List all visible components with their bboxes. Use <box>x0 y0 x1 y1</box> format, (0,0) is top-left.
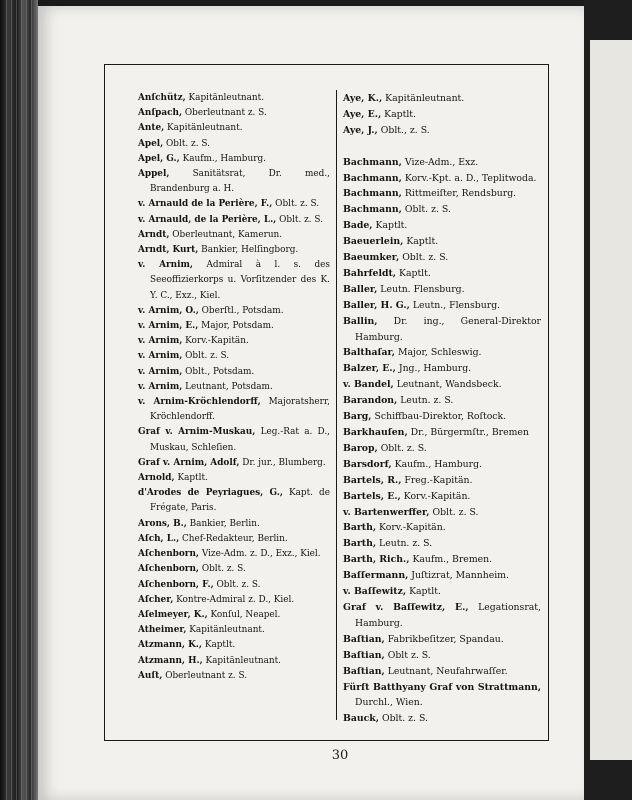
entry-name: v. Arnim, <box>138 381 183 392</box>
directory-entry <box>343 632 541 648</box>
entry-description: Kapitänleutnant. <box>188 93 265 103</box>
entry-description: Vize-Adm., Exz. <box>404 156 479 168</box>
page-number: 30 <box>331 748 349 763</box>
entry-name: Auſt, <box>138 670 163 681</box>
directory-entry <box>343 457 541 473</box>
entry-description: Leutnant, Potsdam. <box>185 381 273 392</box>
directory-entry <box>138 608 330 623</box>
entry-name: Bachmann, <box>343 156 402 168</box>
entry-name: v. Arnim-Kröchlendorff, <box>138 397 261 408</box>
entry-name: Aſelmeyer, K., <box>138 609 208 620</box>
entry-name: Aſch, L., <box>138 533 180 544</box>
entry-name: Aſchenborn, F., <box>138 579 214 590</box>
directory-entry <box>138 486 330 516</box>
entry-name: Ante, <box>138 123 165 134</box>
entry-description: Rittmeiſter, Rendsburg. <box>404 188 517 200</box>
entry-name: v. Bandel, <box>343 379 394 391</box>
entry-name: Barth, <box>343 538 377 550</box>
directory-entry <box>343 568 541 584</box>
entry-description: Leutn. z. S. <box>379 538 433 550</box>
entry-description: Jng., Hamburg. <box>398 363 472 375</box>
entry-description: Kaufm., Hamburg. <box>394 458 482 470</box>
entry-name: Balzer, E., <box>343 363 396 375</box>
entry-name: Barg, <box>343 411 372 423</box>
directory-entry <box>343 489 541 505</box>
directory-entry <box>138 91 330 106</box>
entry-name: Fürſt Batthyany Graf von Strattmann, <box>343 681 541 693</box>
entry-description: Chef-Redakteur, Berlin. <box>182 533 288 544</box>
entry-name: Baſtian, <box>343 633 385 645</box>
directory-entry <box>343 250 541 266</box>
directory-entry <box>343 345 541 361</box>
entry-name: Aſchenborn, <box>138 549 200 560</box>
entry-description: Legationsrat, Hamburg. <box>355 601 541 629</box>
column-divider <box>336 90 337 720</box>
entry-description: Sanitätsrat, Dr. med., Brandenburg a. H. <box>150 169 330 195</box>
entry-name: Baſſermann, <box>343 570 409 582</box>
entry-description: Konſul, Neapel. <box>210 609 281 620</box>
entry-description: Oblt. z. S. <box>279 214 324 225</box>
entry-description: Kapitänleutnant. <box>385 93 465 104</box>
directory-entry <box>138 593 330 608</box>
directory-entry <box>343 282 541 298</box>
directory-entry <box>138 106 330 121</box>
entry-name: Bade, <box>343 220 373 232</box>
directory-entry <box>343 123 541 139</box>
entry-name: Bachmann, <box>343 188 402 200</box>
entry-description: Oblt. z. S. <box>201 564 246 575</box>
entry-description: Durchl., Wien. <box>355 697 423 709</box>
directory-entry <box>138 395 330 425</box>
entry-name: Graf v. Arnim, Adolf, <box>138 457 240 468</box>
entry-description: Dr. jur., Blumberg. <box>242 457 326 468</box>
entry-description: Kapt. de Frégate, Paris. <box>150 488 330 514</box>
entry-description: Leutn. Flensburg. <box>380 283 465 295</box>
entry-name: Aſchenborn, <box>138 564 200 575</box>
entry-name: v. Bartenwerffer, <box>343 506 430 518</box>
entry-name: Bachmann, <box>343 172 402 184</box>
entry-description: Oblt z. S. <box>387 649 431 661</box>
entry-name: v. Arnim, <box>138 336 183 347</box>
entry-description: Bankier, Helſingborg. <box>201 245 299 256</box>
entry-name: Anſpach, <box>138 108 183 119</box>
directory-entry <box>343 584 541 600</box>
entry-name: Aye, E., <box>343 108 382 120</box>
page-edges <box>6 0 32 800</box>
directory-entry <box>343 393 541 409</box>
entry-description: Kaufm., Bremen. <box>412 554 493 566</box>
entry-name: Bauck, <box>343 713 379 725</box>
entry-description: Majoratsherr, Kröchlendorff. <box>150 397 331 423</box>
entry-name: v. Arnim, <box>138 260 193 271</box>
entry-description: Korv.-Kapitän. <box>185 336 249 347</box>
entry-description: Fabrikbeſitzer, Spandau. <box>387 633 504 645</box>
directory-entry <box>138 578 330 593</box>
entry-name: v. Arnim, E., <box>138 321 199 332</box>
entry-description: Freg.-Kapitän. <box>404 474 473 486</box>
entry-description: Leg.-Rat a. D., Muskau, Schleſien. <box>150 427 330 453</box>
directory-entry <box>343 425 541 441</box>
directory-entry <box>138 334 330 349</box>
entry-name: Atzmann, K., <box>138 640 202 651</box>
entry-description: Juſtizrat, Mannheim. <box>411 570 509 582</box>
entry-name: Arndt, <box>138 229 170 240</box>
entry-name: Baeumker, <box>343 252 400 264</box>
directory-entry <box>343 377 541 393</box>
entry-name: Apel, <box>138 138 164 149</box>
directory-entry <box>138 349 330 364</box>
entry-name: Bahrfeldt, <box>343 267 397 279</box>
entry-description: Oberleutnant z. S. <box>184 108 267 119</box>
directory-entry <box>138 319 330 334</box>
entry-name: Arnold, <box>138 473 175 484</box>
entry-name: Baller, H. G., <box>343 299 410 311</box>
entry-description: Leutn., Flensburg. <box>412 299 501 311</box>
entry-description: Korv.-Kpt. a. D., Teplitwoda. <box>404 172 537 184</box>
directory-entry <box>343 536 541 552</box>
directory-entry <box>343 648 541 664</box>
directory-entry <box>343 505 541 521</box>
entry-description: Oblt. z. S. <box>404 204 451 216</box>
directory-entry <box>138 425 330 455</box>
entry-description: Kaptlt. <box>399 267 431 279</box>
directory-entry <box>138 532 330 547</box>
entry-description: Oberleutnant z. S. <box>165 670 248 681</box>
entry-name: Aye, K., <box>343 93 383 104</box>
directory-entry <box>343 91 541 107</box>
entry-description: Kontre-Admiral z. D., Kiel. <box>176 594 295 605</box>
entry-name: Atzmann, H., <box>138 655 203 666</box>
entry-name: v. Baſſewitz, <box>343 586 407 598</box>
entry-description: Oberſtl., Potsdam. <box>201 305 284 316</box>
entry-name: Arndt, Kurt, <box>138 245 199 256</box>
entry-name: Balthaſar, <box>343 347 395 359</box>
entry-name: Barkhauſen, <box>343 427 408 439</box>
directory-entry <box>343 361 541 377</box>
entry-description: Kaptlt. <box>177 473 208 484</box>
entry-description: Korv.-Kapitän. <box>379 522 446 534</box>
entry-description: Dr. ing., General-Direktor Hamburg. <box>355 315 541 343</box>
entry-description: Major, Potsdam. <box>201 321 274 332</box>
directory-entry <box>343 473 541 489</box>
entry-name: Ballin, <box>343 315 378 327</box>
entry-description: Oblt. z. S. <box>216 579 261 590</box>
entry-description: Kaptlt. <box>375 220 408 232</box>
entry-description: Kaptlt. <box>406 236 439 248</box>
directory-entry <box>138 137 330 152</box>
directory-entry <box>343 202 541 218</box>
entry-description: Leutn. z. S. <box>400 395 454 407</box>
entry-name: Bartels, R., <box>343 474 402 486</box>
entry-name: Baſtian, <box>343 665 385 677</box>
entry-name: Aſcher, <box>138 594 174 605</box>
directory-entry <box>343 107 541 123</box>
entry-name: Baller, <box>343 283 378 295</box>
directory-entry <box>138 304 330 319</box>
directory-entry <box>343 218 541 234</box>
entry-description: Kapitänleutnant. <box>189 625 265 636</box>
directory-entry <box>138 456 330 471</box>
entry-name: Baſtian, <box>343 649 385 661</box>
directory-entry <box>343 298 541 314</box>
entry-description: Leutnant, Wandsbeck. <box>396 379 502 391</box>
directory-entry <box>138 517 330 532</box>
entry-name: Apel, G., <box>138 153 180 164</box>
entry-description: Kaptlt. <box>204 640 236 651</box>
directory-entry <box>343 155 541 171</box>
entry-name: Barsdorf, <box>343 458 392 470</box>
entry-description: Oblt. z. S. <box>381 713 428 725</box>
directory-entry <box>343 234 541 250</box>
directory-entry <box>138 365 330 380</box>
directory-entry <box>343 314 541 346</box>
book-binding <box>0 0 38 800</box>
entry-name: d'Arodes de Peyriagues, G., <box>138 488 283 499</box>
directory-entry <box>138 562 330 577</box>
entry-name: Bachmann, <box>343 204 402 216</box>
directory-entry <box>138 243 330 258</box>
directory-entry <box>343 186 541 202</box>
directory-entry <box>343 520 541 536</box>
directory-entry <box>138 547 330 562</box>
entry-name: Atheimer, <box>138 625 187 636</box>
entry-name: Anſchütz, <box>138 93 186 103</box>
right-column <box>343 91 541 727</box>
entry-description: Kapitänleutnant. <box>205 655 281 666</box>
entry-description: Kaufm., Hamburg. <box>182 153 266 164</box>
entry-name: Bartels, E., <box>343 490 401 502</box>
entry-description: Oblt. z. S. <box>380 442 427 454</box>
directory-entry <box>343 266 541 282</box>
entry-description: Admiral à l. s. des Seeoffizierkorps u. Vorſitzender des K. Y. C., Exz., Kiel. <box>150 260 330 301</box>
facing-page-edge <box>584 0 632 800</box>
entry-description: Oblt., z. S. <box>380 124 430 136</box>
directory-entry <box>138 121 330 136</box>
entry-name: v. Arnauld, de la Perière, L., <box>138 214 277 225</box>
directory-entry <box>138 638 330 653</box>
entry-description: Oblt., Potsdam. <box>185 366 255 377</box>
left-column <box>138 91 330 684</box>
entry-description: Korv.-Kapitän. <box>403 490 471 502</box>
directory-entry <box>343 552 541 568</box>
entry-name: Arons, B., <box>138 518 187 529</box>
entry-name: Barandon, <box>343 395 398 407</box>
entry-name: v. Arnim, <box>138 366 183 377</box>
entry-name: v. Arnim, <box>138 351 183 362</box>
entry-name: v. Arnauld de la Perière, F., <box>138 199 273 210</box>
directory-entry <box>138 197 330 212</box>
entry-description: Oblt. z. S. <box>275 199 320 210</box>
entry-name: v. Arnim, O., <box>138 305 199 316</box>
facing-page-paper <box>590 40 632 760</box>
entry-name: Baeuerlein, <box>343 236 404 248</box>
entry-name: Aye, J., <box>343 124 378 136</box>
entry-description: Oblt. z. S. <box>185 351 230 362</box>
entry-description: Oblt. z. S. <box>166 138 210 149</box>
entry-description: Oblt. z. S. <box>432 506 479 518</box>
entry-description: Oblt. z. S. <box>402 252 449 264</box>
entry-description: Bankier, Berlin. <box>189 518 260 529</box>
entry-description: Major, Schleswig. <box>397 347 482 359</box>
entry-description: Leutnant, Neufahrwaſſer. <box>387 665 508 677</box>
entry-description: Kapitänleutnant. <box>167 123 243 134</box>
directory-entry <box>138 228 330 243</box>
directory-entry <box>138 654 330 669</box>
directory-entry <box>343 664 541 680</box>
entry-description: Vize-Adm. z. D., Exz., Kiel. <box>201 549 321 560</box>
directory-entry <box>138 167 330 197</box>
directory-entry <box>138 623 330 638</box>
entry-description: Schiffbau-Direktor, Roſtock. <box>374 411 507 423</box>
directory-entry <box>138 380 330 395</box>
directory-entry <box>343 441 541 457</box>
entry-description: Kaptlt. <box>409 586 441 598</box>
entry-name: Barth, Rich., <box>343 554 410 566</box>
entry-description: Kaptlt. <box>384 108 416 120</box>
directory-entry <box>343 409 541 425</box>
directory-entry <box>138 258 330 304</box>
directory-entry <box>343 680 541 712</box>
directory-entry <box>138 213 330 228</box>
entry-name: Barth, <box>343 522 377 534</box>
entry-name: Appel, <box>138 169 170 180</box>
directory-entry <box>138 152 330 167</box>
directory-entry <box>343 171 541 187</box>
directory-entry <box>138 471 330 486</box>
entry-name: Graf v. Baſſewitz, E., <box>343 601 469 613</box>
entry-name: Barop, <box>343 442 378 454</box>
entry-name: Graf v. Arnim-Muskau, <box>138 427 256 438</box>
entry-description: Dr., Bürgermſtr., Bremen <box>410 427 529 439</box>
entry-description: Oberleutnant, Kamerun. <box>172 229 283 240</box>
directory-entry <box>138 669 330 684</box>
directory-entry <box>343 711 541 727</box>
directory-entry <box>343 600 541 632</box>
